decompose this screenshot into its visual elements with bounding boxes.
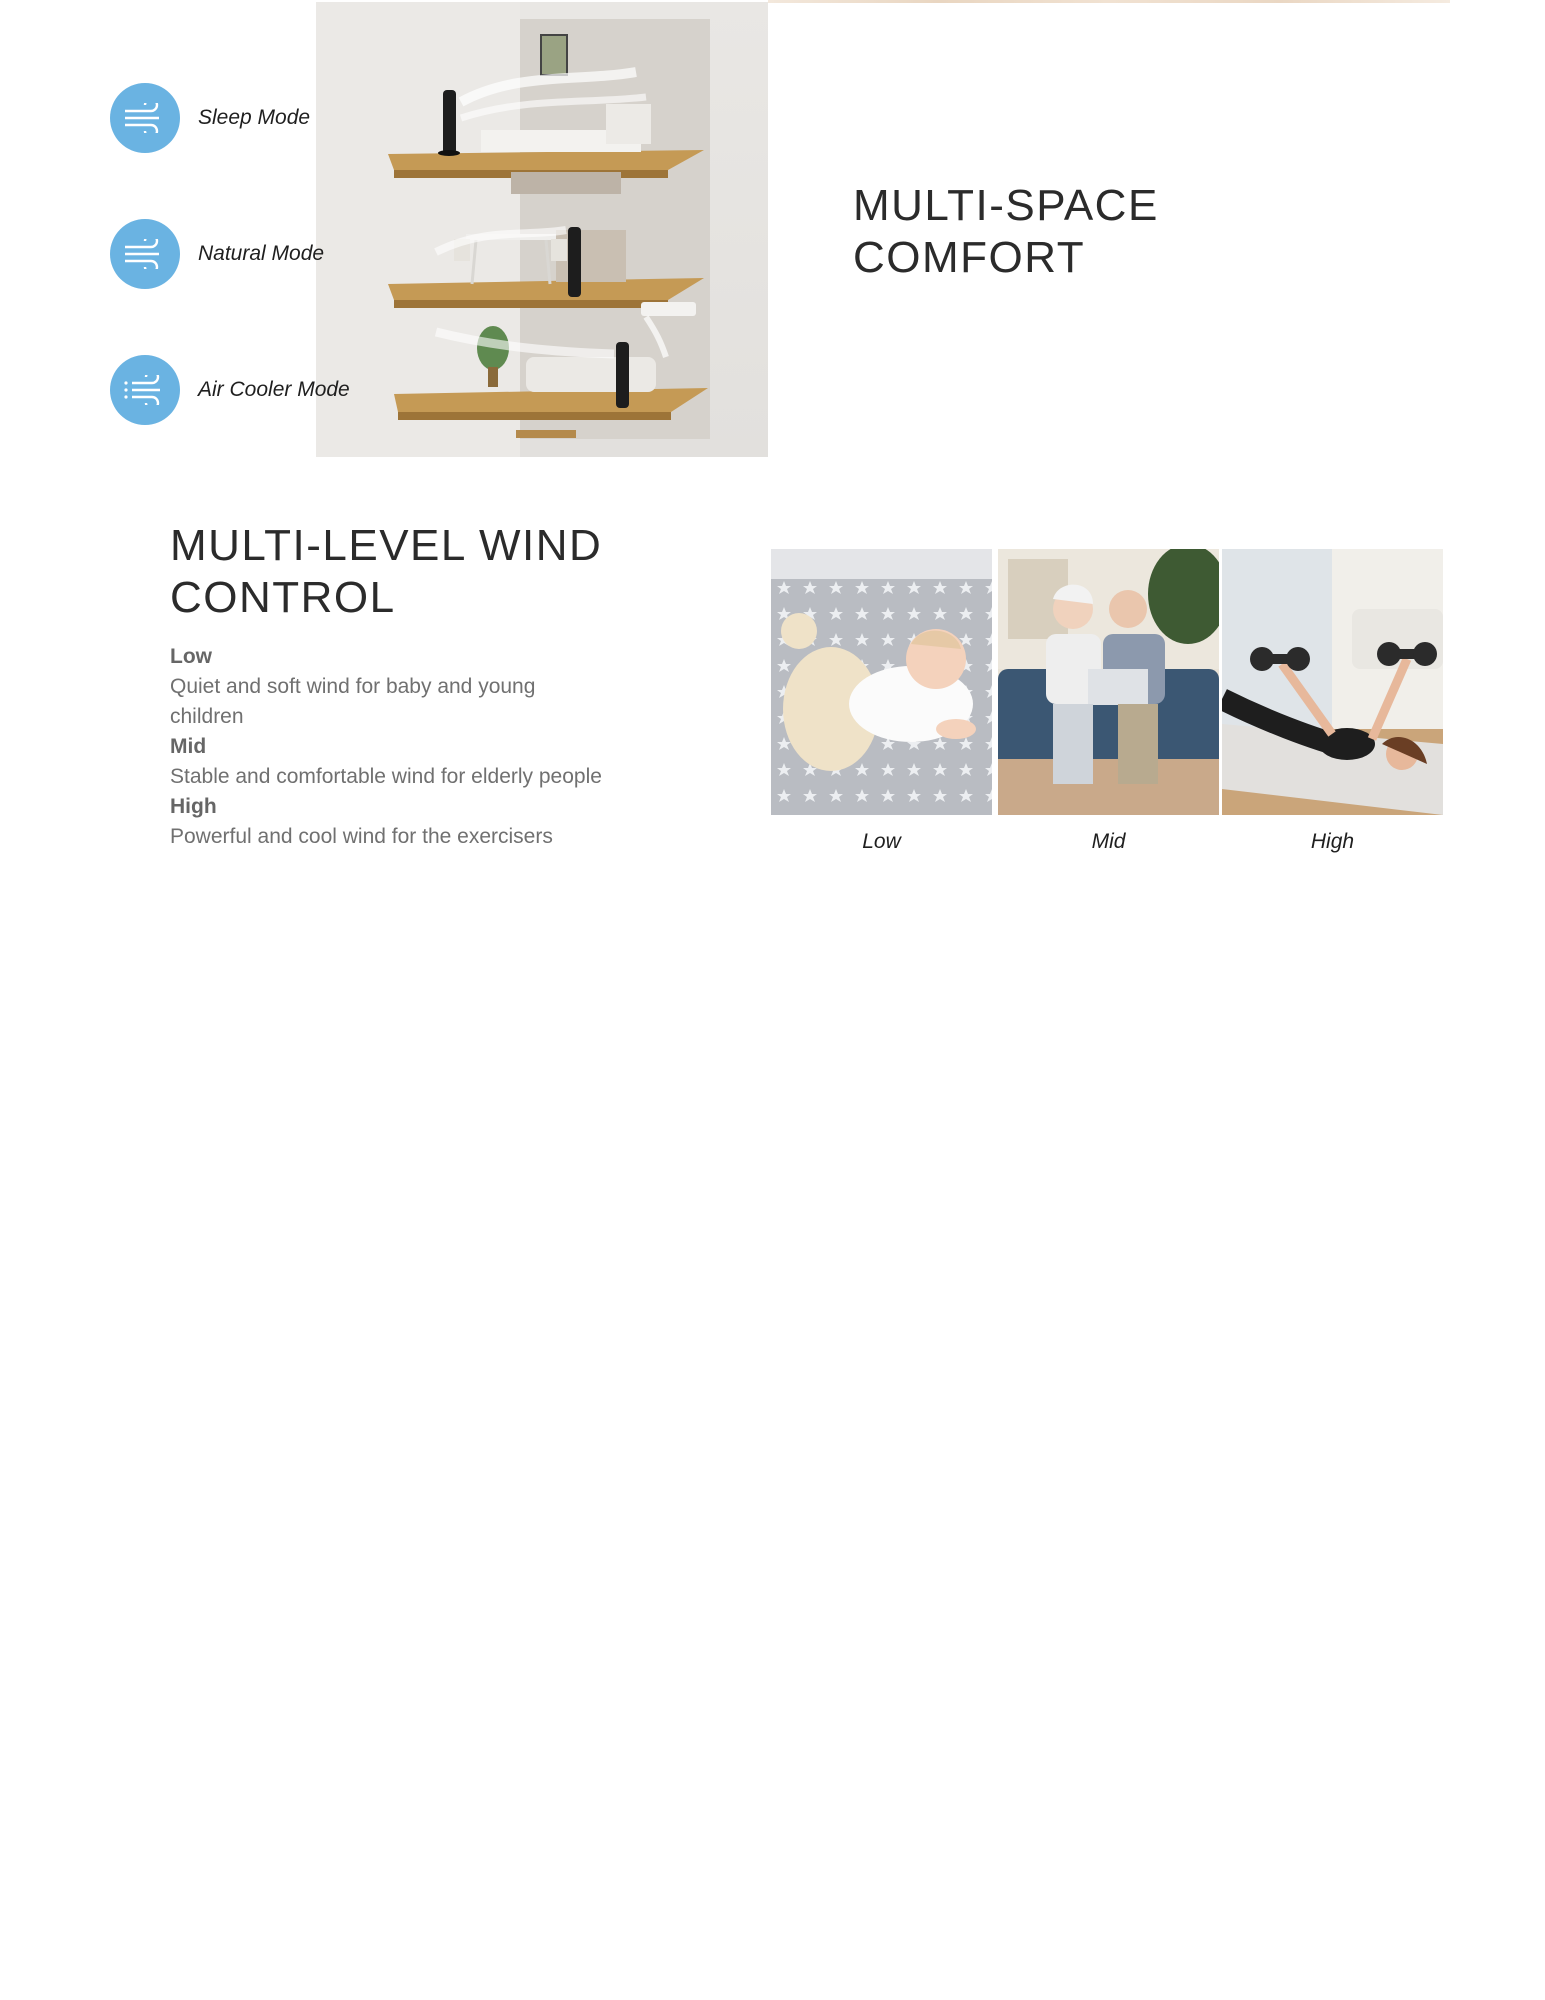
sleeping-baby-photo <box>771 549 992 815</box>
multi-level-wind-heading <box>170 520 602 624</box>
snowflake-wind-icon <box>110 355 180 425</box>
mode-item-air-cooler <box>110 355 350 425</box>
heading-line: MULTI-LEVEL WIND <box>170 521 603 570</box>
mode-label: Sleep Mode <box>198 106 311 129</box>
heading-line: MULTI-SPACE <box>853 181 1159 230</box>
wind-icon <box>110 219 180 289</box>
top-decorative-strip <box>768 0 1450 3</box>
multi-space-heading <box>853 180 1159 284</box>
mode-item-sleep <box>110 83 310 153</box>
photo-caption-mid: Mid <box>1091 830 1126 853</box>
level-description-high: Powerful and cool wind for the exercisers <box>170 825 553 848</box>
heading-line: CONTROL <box>170 573 396 622</box>
mode-item-natural <box>110 219 324 289</box>
heading-line: COMFORT <box>853 233 1086 282</box>
multi-floor-house-illustration <box>316 2 768 457</box>
wind-level-list <box>170 642 710 852</box>
wind-icon <box>110 83 180 153</box>
mode-label: Natural Mode <box>198 242 325 265</box>
level-name-high: High <box>170 795 217 818</box>
mode-label: Air Cooler Mode <box>198 378 350 401</box>
level-description-mid: Stable and comfortable wind for elderly people <box>170 765 602 788</box>
elderly-couple-photo <box>998 549 1219 815</box>
photo-caption-low: Low <box>862 830 901 853</box>
level-description-low: Quiet and soft wind for baby and young children <box>170 675 536 728</box>
level-name-mid: Mid <box>170 735 207 758</box>
photo-caption-high: High <box>1310 830 1355 853</box>
woman-exercising-photo <box>1222 549 1443 815</box>
level-name-low: Low <box>170 645 212 668</box>
